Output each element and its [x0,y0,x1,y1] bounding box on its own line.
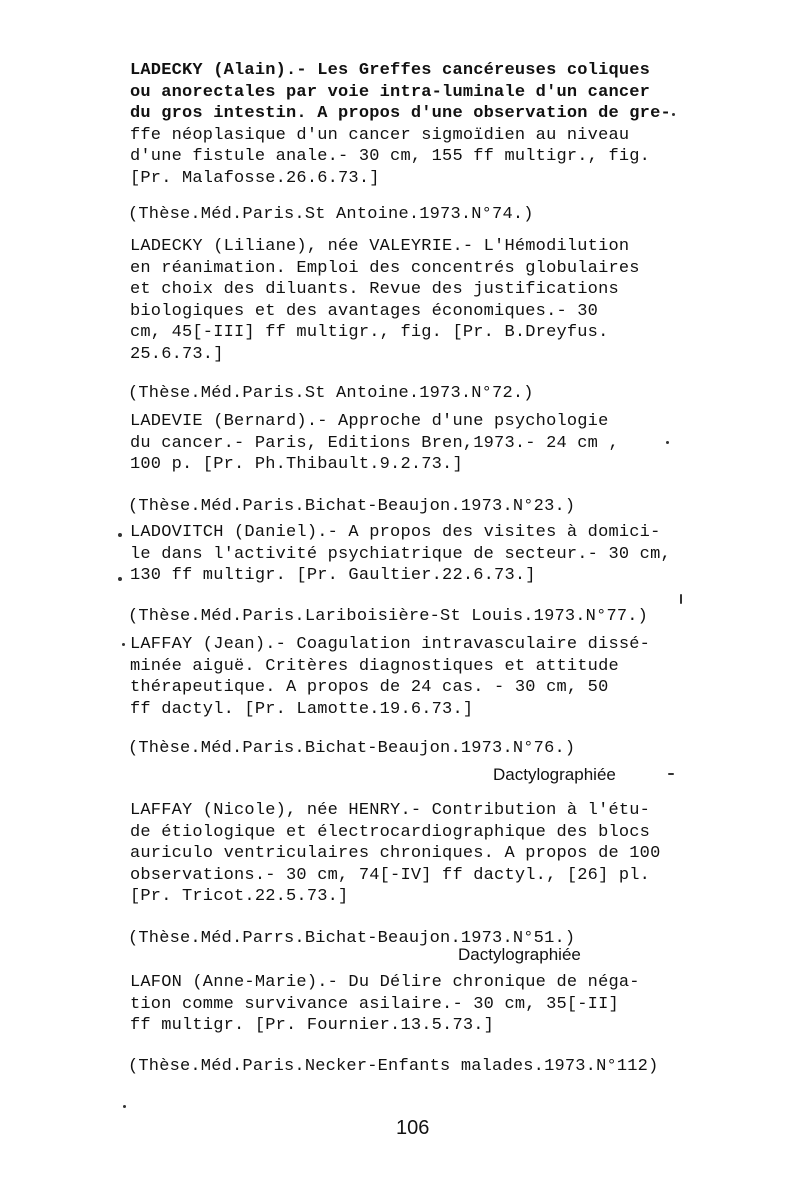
entry-line: de étiologique et électrocardiographique des blocs [130,822,651,842]
entry-line: le dans l'activité psychiatrique de secteur.- 30 cm, [130,544,671,564]
entry-line: ou anorectales par voie intra-luminale d'un cancer [130,82,651,102]
dactylographiee-note: Dactylographiée [493,765,616,784]
entry-line: LADOVITCH (Daniel).- A propos des visites à domici- [130,523,661,542]
entry-line: et choix des diluants. Revue des justifications [130,280,619,299]
scan-speck [118,533,122,537]
bibliography-entry [130,60,690,189]
bibliography-entry [130,800,690,908]
thesis-source: (Thèse.Méd.Paris.Bichat-Beaujon.1973.N°76.) [128,739,576,758]
scan-speck [668,773,674,775]
thesis-source: (Thèse.Méd.Paris.Necker-Enfants malades.1973.N°112) [128,1057,659,1076]
entry-line: 25.6.73.] [130,344,224,364]
entry-line: du cancer.- Paris, Editions Bren,1973.- 24 cm , [130,433,619,453]
scan-speck [123,1105,126,1108]
entry-line: LAFFAY (Jean).- Coagulation intravasculaire dissé- [130,635,651,654]
scan-speck [680,594,682,604]
scan-speck [118,577,122,581]
entry-line: ffe néoplasique d'un cancer sigmoïdien au niveau [130,125,630,145]
entry-line: LADECKY (Alain).- Les Greffes cancéreuses coliques [130,61,651,80]
entry-line: LAFFAY (Nicole), née HENRY.- Contribution à l'étu- [130,801,651,820]
entry-line: 130 ff multigr. [Pr. Gaultier.22.6.73.] [130,566,536,585]
thesis-source: (Thèse.Méd.Paris.Bichat-Beaujon.1973.N°23.) [128,497,576,516]
entry-line: biologiques et des avantages économiques.- 30 [130,301,599,321]
bibliography-entry [130,411,690,476]
entry-line: tion comme survivance asilaire.- 30 cm, 35[-II] [130,994,619,1014]
scan-speck [122,643,125,646]
entry-line: LAFON (Anne-Marie).- Du Délire chronique de néga- [130,973,640,992]
entry-line: minée aiguë. Critères diagnostiques et attitude [130,656,619,676]
bibliography-entry [130,972,690,1037]
entry-line: observations.- 30 cm, 74[-IV] ff dactyl., [26] pl. [130,865,651,885]
dactylographiee-note: Dactylographiée [458,945,581,964]
entry-line: d'une fistule anale.- 30 cm, 155 ff multigr., fig. [130,147,651,166]
scan-speck [666,441,669,444]
thesis-source: (Thèse.Méd.Parrs.Bichat-Beaujon.1973.N°51.) [128,929,576,948]
entry-line: en réanimation. Emploi des concentrés globulaires [130,258,640,278]
entry-line: thérapeutique. A propos de 24 cas. - 30 cm, 50 [130,678,609,697]
entry-line: ff multigr. [Pr. Fournier.13.5.73.] [130,1016,495,1035]
entry-line: [Pr. Malafosse.26.6.73.] [130,168,380,188]
scan-speck [672,113,675,116]
bibliography-entry [130,522,690,587]
entry-line: ff dactyl. [Pr. Lamotte.19.6.73.] [130,699,474,719]
entry-line: LADEVIE (Bernard).- Approche d'une psychologie [130,412,609,431]
entry-line: du gros intestin. A propos d'une observation de gre- [130,104,671,123]
thesis-source: (Thèse.Méd.Paris.St Antoine.1973.N°74.) [128,205,534,224]
thesis-source: (Thèse.Méd.Paris.St Antoine.1973.N°72.) [128,384,534,403]
entry-line: [Pr. Tricot.22.5.73.] [130,887,349,906]
entry-line: LADECKY (Liliane), née VALEYRIE.- L'Hémodilution [130,237,630,256]
bibliography-entry [130,634,690,720]
entry-line: auriculo ventriculaires chroniques. A propos de 100 [130,844,661,863]
bibliography-entry [130,236,690,365]
entry-line: cm, 45[-III] ff multigr., fig. [Pr. B.Dreyfus. [130,323,609,342]
entry-line: 100 p. [Pr. Ph.Thibault.9.2.73.] [130,455,463,474]
thesis-source: (Thèse.Méd.Paris.Lariboisière-St Louis.1973.N°77.) [128,607,649,626]
page-number: 106 [396,1117,430,1139]
